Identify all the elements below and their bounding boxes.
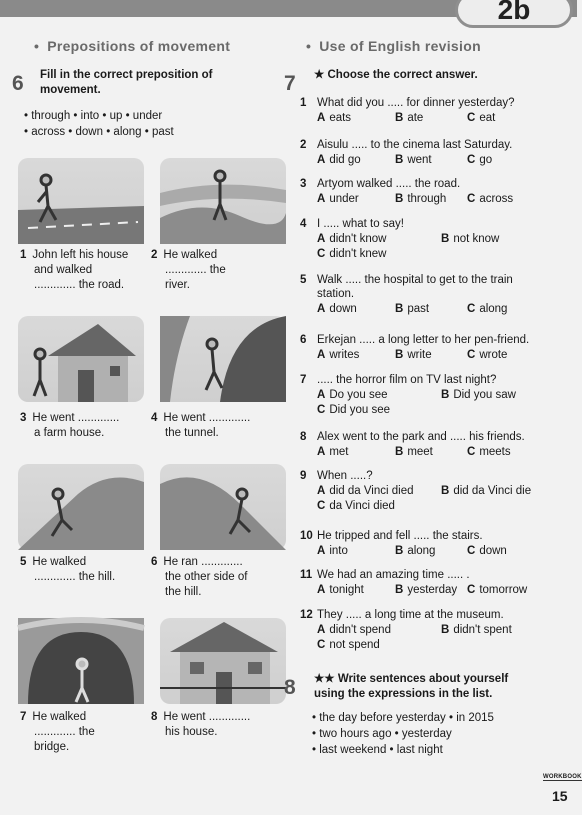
option-c[interactable]: down bbox=[479, 545, 507, 557]
option-c[interactable]: go bbox=[479, 154, 493, 166]
question-number: 1 bbox=[300, 97, 307, 109]
option-b[interactable]: went bbox=[407, 154, 432, 166]
question-stem: Alex went to the park and ..... his friends. bbox=[317, 431, 525, 443]
option-c[interactable]: wrote bbox=[479, 349, 508, 361]
option-b[interactable]: write bbox=[407, 349, 432, 361]
right-section-heading: • Use of English revision bbox=[306, 38, 481, 54]
question-number: 3 bbox=[300, 178, 307, 190]
option-b[interactable]: ate bbox=[407, 112, 424, 124]
question-stem: Artyom walked ..... the road. bbox=[317, 178, 461, 190]
question-12: 12 They ..... a long time at the museum. A didn't spend B didn't spent C not spend bbox=[300, 608, 560, 652]
exercise-8-number: 8 bbox=[284, 676, 296, 699]
question-number: 4 bbox=[300, 218, 307, 230]
option-b[interactable]: past bbox=[407, 303, 430, 315]
option-a[interactable]: did go bbox=[329, 154, 361, 166]
option-c[interactable]: eat bbox=[479, 112, 496, 124]
question-stem: Erkejan ..... a long letter to her pen-friend. bbox=[317, 334, 530, 346]
caption-3-line-2: a farm house. bbox=[34, 427, 105, 439]
exercise-7-number: 7 bbox=[284, 72, 296, 95]
option-a[interactable]: didn't spend bbox=[329, 624, 391, 636]
option-c[interactable]: across bbox=[479, 193, 514, 205]
caption-5-number: 5 bbox=[20, 556, 27, 568]
question-stem: When .....? bbox=[317, 470, 373, 482]
caption-1-line-3: ............. the road. bbox=[34, 279, 125, 291]
option-b[interactable]: did da Vinci die bbox=[453, 485, 532, 497]
exercise-6-number: 6 bbox=[12, 72, 24, 95]
option-a[interactable]: Do you see bbox=[329, 389, 388, 401]
caption-8-line-1: He went ............. bbox=[163, 711, 251, 723]
caption-7-line-3: bridge. bbox=[34, 741, 70, 753]
caption-8-line-2: his house. bbox=[165, 726, 218, 738]
caption-2 bbox=[151, 248, 226, 293]
exercise-6-instruction: Fill in the correct preposition of movement. bbox=[40, 69, 213, 96]
question-stem: What did you ..... for dinner yesterday? bbox=[317, 97, 515, 109]
caption-3 bbox=[20, 411, 119, 441]
question-number: 8 bbox=[300, 431, 307, 443]
caption-8 bbox=[151, 710, 250, 740]
question-8: 8 Alex went to the park and ..... his friends. A met B meet C meets bbox=[300, 430, 560, 459]
caption-7 bbox=[20, 710, 95, 755]
question-number: 6 bbox=[300, 334, 307, 346]
caption-8-number: 8 bbox=[151, 711, 158, 723]
word-list-line-1: • through • into • up • under bbox=[24, 110, 163, 122]
question-number: 12 bbox=[300, 609, 313, 621]
picture-house bbox=[160, 618, 286, 704]
question-stem: They ..... a long time at the museum. bbox=[317, 609, 504, 621]
question-number: 7 bbox=[300, 374, 307, 386]
question-number: 11 bbox=[300, 569, 313, 581]
exercise-7-instruction: ★ Choose the correct answer. bbox=[314, 69, 478, 81]
option-b[interactable]: along bbox=[407, 545, 436, 557]
right-heading-text: Use of English revision bbox=[319, 38, 481, 54]
caption-2-line-3: river. bbox=[165, 279, 190, 291]
option-a[interactable]: writes bbox=[329, 349, 360, 361]
caption-6-line-1: He ran ............. bbox=[163, 556, 243, 568]
expressions-line-3: • last weekend • last night bbox=[312, 744, 443, 756]
question-stem: We had an amazing time ..... . bbox=[317, 569, 470, 581]
option-a[interactable]: down bbox=[329, 303, 357, 315]
option-b[interactable]: not know bbox=[453, 233, 500, 245]
option-b[interactable]: didn't spent bbox=[453, 624, 512, 636]
option-c[interactable]: along bbox=[479, 303, 508, 315]
caption-6-line-2: the other side of bbox=[165, 571, 248, 583]
option-a[interactable]: eats bbox=[329, 112, 352, 124]
caption-3-line-1: He went ............. bbox=[32, 412, 120, 424]
option-a[interactable]: didn't know bbox=[329, 233, 387, 245]
picture-farm-house bbox=[18, 316, 144, 402]
question-3: 3 Artyom walked ..... the road. A under B through C across bbox=[300, 177, 560, 206]
question-4: 4 I ..... what to say! A didn't know B not know C didn't knew bbox=[300, 217, 560, 261]
option-c[interactable]: tomorrow bbox=[479, 584, 528, 596]
exercise-8-expressions bbox=[312, 710, 494, 758]
picture-tunnel bbox=[160, 316, 286, 402]
picture-walking-up-hill bbox=[18, 464, 144, 550]
question-9: 9 When .....? A did da Vinci died B did da Vinci die C da Vinci died bbox=[300, 469, 560, 513]
caption-3-number: 3 bbox=[20, 412, 27, 424]
picture-walking-under-river bbox=[160, 158, 286, 244]
caption-5-line-2: ............. the hill. bbox=[34, 571, 116, 583]
question-stem: Walk ..... the hospital to get to the train bbox=[317, 274, 513, 286]
question-number: 10 bbox=[300, 530, 313, 542]
option-a[interactable]: into bbox=[329, 545, 348, 557]
picture-running-down-hill bbox=[160, 464, 286, 550]
option-a[interactable]: met bbox=[329, 446, 349, 458]
exercise-8-instruction-line-2: using the expressions in the list. bbox=[314, 688, 493, 700]
question-6: 6 Erkejan ..... a long letter to her pen-friend. A writes B write C wrote bbox=[300, 333, 560, 362]
exercise-8-instruction bbox=[314, 672, 508, 702]
caption-7-line-1: He walked bbox=[32, 711, 87, 723]
caption-4-line-1: He went ............. bbox=[163, 412, 251, 424]
option-a[interactable]: tonight bbox=[329, 584, 364, 596]
caption-7-number: 7 bbox=[20, 711, 27, 723]
option-c[interactable]: didn't knew bbox=[329, 248, 387, 260]
caption-4-number: 4 bbox=[151, 412, 158, 424]
word-list-line-2: • across • down • along • past bbox=[24, 126, 174, 138]
exercise-6-word-list bbox=[24, 108, 174, 140]
caption-6-line-3: the hill. bbox=[165, 586, 202, 598]
caption-2-number: 2 bbox=[151, 249, 158, 261]
question-stem: He tripped and fell ..... the stairs. bbox=[317, 530, 483, 542]
option-c[interactable]: meets bbox=[479, 446, 511, 458]
question-stem-continued: station. bbox=[317, 288, 355, 300]
picture-bridge bbox=[18, 618, 144, 704]
question-number: 2 bbox=[300, 139, 307, 151]
left-section-heading: • Prepositions of movement bbox=[34, 38, 231, 54]
caption-6 bbox=[151, 555, 247, 600]
caption-4 bbox=[151, 411, 250, 441]
unit-badge: 2b bbox=[455, 0, 573, 28]
expressions-line-2: • two hours ago • yesterday bbox=[312, 728, 452, 740]
option-a[interactable]: under bbox=[329, 193, 359, 205]
question-stem: ..... the horror film on TV last night? bbox=[317, 374, 497, 386]
option-c[interactable]: not spend bbox=[329, 639, 380, 651]
option-c[interactable]: Did you see bbox=[329, 404, 391, 416]
expressions-line-1: • the day before yesterday • in 2015 bbox=[312, 712, 494, 724]
page-number: 15 bbox=[552, 788, 568, 804]
option-b[interactable]: through bbox=[407, 193, 447, 205]
option-b[interactable]: meet bbox=[407, 446, 433, 458]
question-number: 5 bbox=[300, 274, 307, 286]
question-2: 2 Aisulu ..... to the cinema last Saturday. A did go B went C go bbox=[300, 138, 560, 167]
caption-6-number: 6 bbox=[151, 556, 158, 568]
caption-1-line-2: and walked bbox=[34, 264, 93, 276]
caption-5-line-1: He walked bbox=[32, 556, 87, 568]
caption-1-line-1: John left his house bbox=[32, 249, 129, 261]
caption-5 bbox=[20, 555, 115, 585]
caption-2-line-1: He walked bbox=[163, 249, 218, 261]
caption-7-line-2: ............. the bbox=[34, 726, 95, 738]
picture-walking-along-road bbox=[18, 158, 144, 244]
exercise-8-instruction-line-1: ★★ Write sentences about yourself bbox=[314, 673, 509, 685]
option-b[interactable]: Did you saw bbox=[453, 389, 516, 401]
option-a[interactable]: did da Vinci died bbox=[329, 485, 414, 497]
question-stem: I ..... what to say! bbox=[317, 218, 404, 230]
question-11: 11 We had an amazing time ..... . A tonight B yesterday C tomorrow bbox=[300, 568, 560, 597]
question-stem: Aisulu ..... to the cinema last Saturday. bbox=[317, 139, 513, 151]
question-5: 5 Walk ..... the hospital to get to the train station. A down B past C along bbox=[300, 273, 560, 316]
caption-1 bbox=[20, 248, 128, 293]
question-number: 9 bbox=[300, 470, 307, 482]
option-b[interactable]: yesterday bbox=[407, 584, 458, 596]
question-1: 1 What did you ..... for dinner yesterday? A eats B ate C eat bbox=[300, 96, 560, 125]
caption-4-line-2: the tunnel. bbox=[165, 427, 219, 439]
workbook-label: WORKBOOK bbox=[543, 774, 582, 780]
caption-1-number: 1 bbox=[20, 249, 27, 261]
caption-2-line-2: ............. the bbox=[165, 264, 226, 276]
left-heading-text: Prepositions of movement bbox=[47, 38, 231, 54]
option-c[interactable]: da Vinci died bbox=[329, 500, 395, 512]
question-7: 7 ..... the horror film on TV last night? A Do you see B Did you saw C Did you see bbox=[300, 373, 560, 417]
question-10: 10 He tripped and fell ..... the stairs. A into B along C down bbox=[300, 529, 560, 558]
